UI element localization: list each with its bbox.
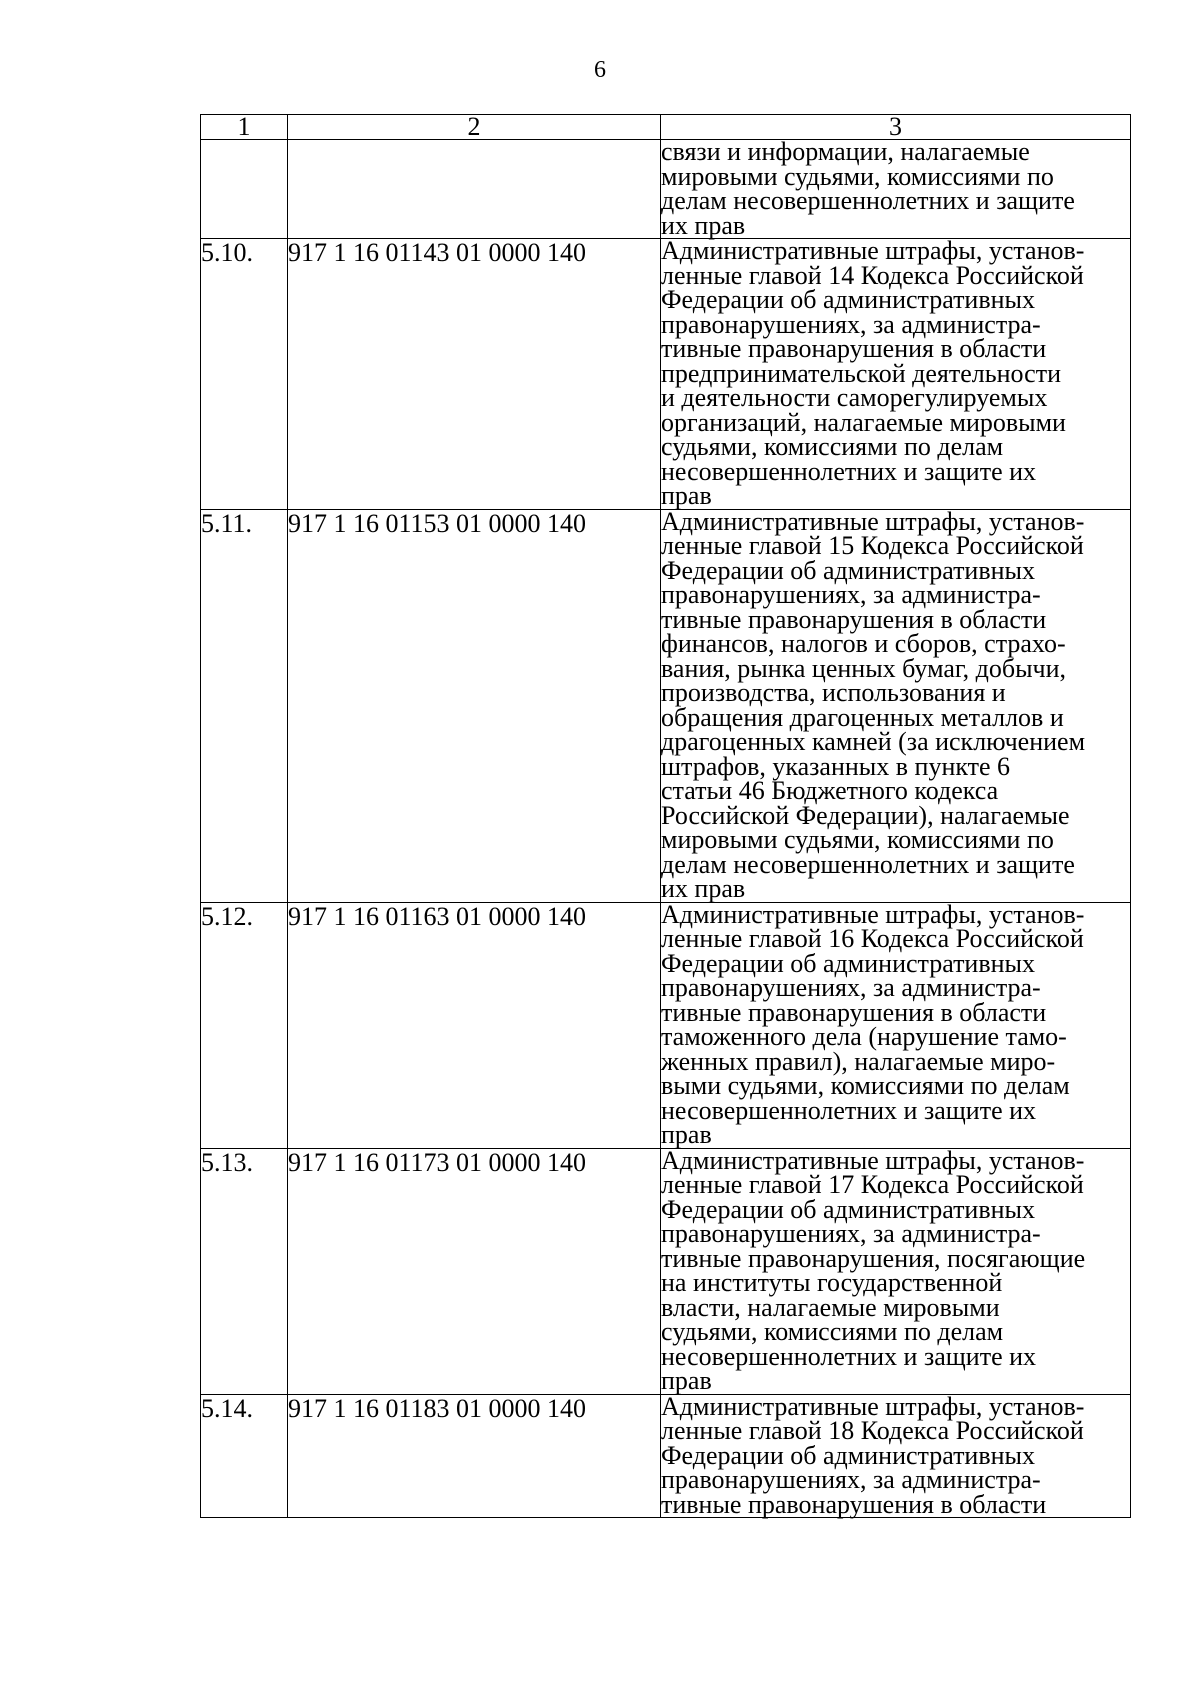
description-line: Федерации об административных xyxy=(661,555,1036,585)
row-code-cell: 917 1 16 01173 01 0000 140 xyxy=(288,1148,661,1394)
description-line: несовершеннолетних и защите их xyxy=(661,1341,1037,1371)
description-line: тивные правонарушения в области xyxy=(661,1489,1047,1519)
description-line: финансов, налогов и сборов, страхо- xyxy=(661,629,1066,658)
description-line: организаций, налагаемые мировыми xyxy=(661,407,1066,437)
table-row xyxy=(201,902,1131,1148)
description-line: несовершеннолетних и защите их xyxy=(661,1095,1037,1125)
description-line: ленные главой 17 Кодекса Российской xyxy=(661,1170,1084,1199)
description-line: ленные главой 16 Кодекса Российской xyxy=(661,924,1084,953)
description-line: тивные правонарушения в области xyxy=(661,334,1047,363)
column-header-3: 3 xyxy=(661,115,1131,140)
description-line: ленные главой 14 Кодекса Российской xyxy=(661,260,1084,290)
description-line: статьи 46 Бюджетного кодекса xyxy=(661,776,999,805)
description-line: Федерации об административных xyxy=(661,285,1036,314)
row-description-cell xyxy=(661,506,1131,903)
description-line: Федерации об административных xyxy=(661,1194,1036,1224)
description-line: прав xyxy=(661,1120,712,1149)
description-line: Российской Федерации), налагаемые xyxy=(661,800,1070,830)
row-description-cell xyxy=(661,137,1131,240)
page-number: 6 xyxy=(594,57,606,83)
description-line: тивные правонарушения в области xyxy=(661,997,1047,1027)
description-line: ленные главой 18 Кодекса Российской xyxy=(661,1416,1084,1445)
description-line: производства, использования и xyxy=(661,678,1006,707)
description-line: Административные штрафы, установ- xyxy=(661,506,1085,536)
description-line: предпринимательской деятельности xyxy=(661,358,1061,388)
description-line: Федерации об административных xyxy=(661,1440,1036,1470)
description-line: выми судьями, комиссиями по делам xyxy=(661,1071,1070,1100)
description-line: связи и информации, налагаемые xyxy=(661,137,1030,166)
row-number-cell: 5.10. xyxy=(201,239,288,510)
description-line: правонарушениях, за администра- xyxy=(661,1465,1041,1494)
column-header-2: 2 xyxy=(288,115,661,140)
description-line: тивные правонарушения в области xyxy=(661,604,1047,634)
description-line: прав xyxy=(661,481,712,510)
description-line: мировыми судьями, комиссиями по xyxy=(661,825,1054,854)
row-number-cell: 5.11. xyxy=(201,509,288,902)
description-line: делам несовершеннолетних и защите xyxy=(661,849,1075,879)
description-line: прав xyxy=(661,1366,712,1395)
description-line: женных правил), налагаемые миро- xyxy=(661,1046,1056,1076)
description-line: правонарушениях, за администра- xyxy=(661,309,1041,339)
description-line: их прав xyxy=(661,874,746,903)
row-number-cell: 5.14. xyxy=(201,1394,288,1518)
column-header-1: 1 xyxy=(201,115,288,140)
table-row xyxy=(201,509,1131,902)
description-line: тивные правонарушения, посягающие xyxy=(661,1243,1086,1273)
description-line: ленные главой 15 Кодекса Российской xyxy=(661,531,1084,560)
budget-codes-table xyxy=(200,114,1131,1518)
description-line: правонарушениях, за администра- xyxy=(661,580,1041,609)
description-line: мировыми судьями, комиссиями по xyxy=(661,161,1054,191)
description-line: власти, налагаемые мировыми xyxy=(661,1292,1000,1322)
description-line: несовершеннолетних и защите их xyxy=(661,456,1037,486)
description-line: на институты государственной xyxy=(661,1268,1003,1297)
table-header-row xyxy=(201,115,1131,140)
description-line: Административные штрафы, установ- xyxy=(661,1145,1085,1175)
description-line: правонарушениях, за администра- xyxy=(661,1219,1041,1248)
description-line: Административные штрафы, установ- xyxy=(661,1391,1085,1421)
row-code-cell: 917 1 16 01153 01 0000 140 xyxy=(288,509,661,902)
description-line: таможенного дела (нарушение тамо- xyxy=(661,1022,1067,1051)
description-line: штрафов, указанных в пункте 6 xyxy=(661,751,1011,781)
row-number-cell: 5.12. xyxy=(201,902,288,1148)
row-number-cell xyxy=(201,140,288,239)
row-description-cell xyxy=(661,236,1131,510)
description-line: Административные штрафы, установ- xyxy=(661,899,1085,929)
table-row xyxy=(201,1148,1131,1394)
description-line: правонарушениях, за администра- xyxy=(661,973,1041,1002)
description-line: обращения драгоценных металлов и xyxy=(661,702,1064,732)
table-row xyxy=(201,239,1131,510)
row-code-cell: 917 1 16 01143 01 0000 140 xyxy=(288,239,661,510)
description-line: Федерации об административных xyxy=(661,948,1036,978)
row-number-cell: 5.13. xyxy=(201,1148,288,1394)
description-line: и деятельности саморегулируемых xyxy=(661,383,1048,412)
description-line: судьями, комиссиями по делам xyxy=(661,1317,1004,1346)
description-line: вания, рынка ценных бумаг, добычи, xyxy=(661,653,1067,683)
row-code-cell: 917 1 16 01183 01 0000 140 xyxy=(288,1394,661,1518)
description-line: судьями, комиссиями по делам xyxy=(661,432,1004,461)
row-code-cell xyxy=(288,140,661,239)
table-row xyxy=(201,1394,1131,1518)
description-line: драгоценных камней (за исключением xyxy=(661,727,1086,756)
table-row-continuation xyxy=(201,140,1131,239)
row-description-cell xyxy=(661,1145,1131,1395)
description-line: делам несовершеннолетних и защите xyxy=(661,186,1075,215)
description-line: их прав xyxy=(661,210,746,240)
row-description-cell xyxy=(661,1391,1131,1519)
row-code-cell: 917 1 16 01163 01 0000 140 xyxy=(288,902,661,1148)
description-line: Административные штрафы, установ- xyxy=(661,236,1085,265)
row-description-cell xyxy=(661,899,1131,1149)
table-body xyxy=(201,112,1131,1519)
